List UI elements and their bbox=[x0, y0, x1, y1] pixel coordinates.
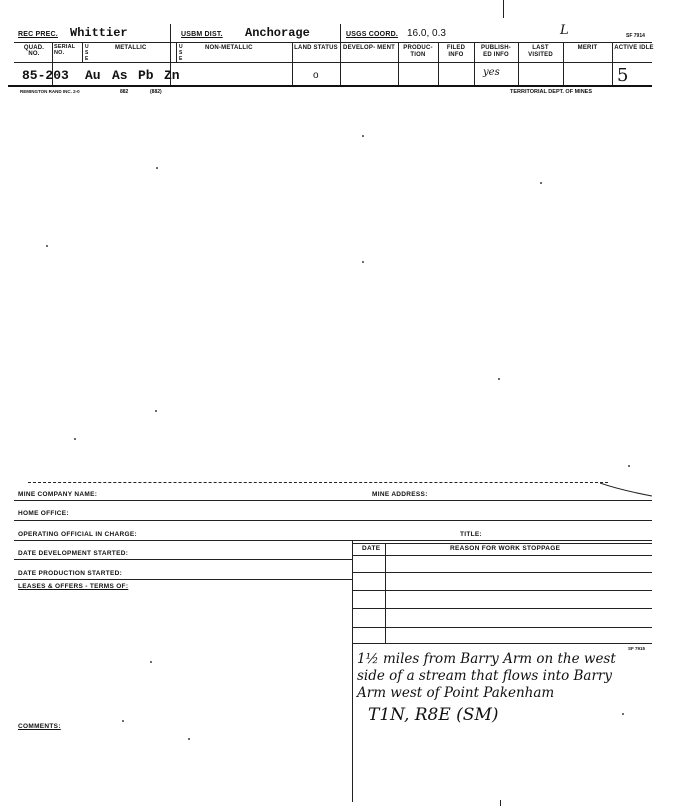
col-filed-info: FILED INFO bbox=[446, 45, 466, 58]
col-active-idle: ACTIVE IDLE bbox=[614, 45, 654, 51]
col-non-metallic: NON-METALLIC bbox=[205, 45, 253, 51]
speck bbox=[188, 738, 190, 740]
rule-official-double bbox=[352, 543, 652, 544]
date-production-label: DATE PRODUCTION STARTED: bbox=[18, 570, 123, 577]
div-use2 bbox=[176, 42, 177, 62]
title-label: TITLE: bbox=[460, 531, 483, 538]
div-use1 bbox=[82, 42, 83, 62]
reason-column-header: REASON FOR WORK STOPPAGE bbox=[450, 545, 561, 552]
rule-home-office bbox=[14, 520, 652, 521]
rule-stoppage-3 bbox=[352, 608, 652, 609]
div-header-1 bbox=[170, 24, 171, 43]
div-filed bbox=[474, 42, 475, 86]
comments-label: COMMENTS: bbox=[18, 723, 61, 730]
printer-code-1: 882 bbox=[120, 89, 129, 95]
speck bbox=[122, 720, 124, 722]
date-development-label: DATE DEVELOPMENT STARTED: bbox=[18, 550, 129, 557]
speck bbox=[150, 661, 152, 663]
rule-stoppage-4 bbox=[352, 627, 652, 628]
usgs-coord-value: 16.0, 0.3 bbox=[407, 28, 446, 39]
card-top-edge bbox=[28, 482, 608, 483]
usgs-coord-label: USGS COORD. bbox=[346, 31, 398, 38]
leases-offers-label: LEASES & OFFERS - TERMS OF: bbox=[18, 583, 129, 590]
rule-development bbox=[14, 559, 352, 560]
home-office-label: HOME OFFICE: bbox=[18, 510, 69, 517]
col-quad-no: QUAD. NO. bbox=[23, 45, 45, 57]
rule-company bbox=[14, 500, 652, 501]
div-land bbox=[340, 42, 341, 86]
column-label-rule bbox=[14, 62, 652, 63]
divider-vertical-main bbox=[352, 540, 353, 802]
col-last-visited: LAST VISITED bbox=[528, 45, 553, 58]
rule-stoppage-5 bbox=[352, 643, 652, 644]
col-land-status: LAND STATUS bbox=[294, 45, 338, 51]
land-status-value: o bbox=[313, 70, 319, 81]
div-nonmetallic bbox=[292, 42, 293, 86]
col-use-metallic: U S E bbox=[85, 44, 89, 62]
speck bbox=[622, 713, 624, 715]
rule-official bbox=[14, 540, 652, 541]
printer-imprint: REMINGTON RAND INC. 2-0 bbox=[20, 89, 80, 94]
rule-stoppage-2 bbox=[352, 590, 652, 591]
col-development: DEVELOP- MENT bbox=[343, 45, 395, 51]
divider-vertical-date bbox=[385, 543, 386, 643]
col-serial-no: SERIAL NO. bbox=[54, 44, 76, 56]
mine-address-label: MINE ADDRESS: bbox=[372, 491, 428, 498]
div-develop bbox=[398, 42, 399, 86]
div-last-visited bbox=[563, 42, 564, 86]
active-idle-value: 5 bbox=[617, 65, 629, 86]
published-info-value: yes bbox=[483, 67, 500, 78]
usbm-dist-value: Anchorage bbox=[245, 26, 310, 40]
div-merit bbox=[612, 42, 613, 86]
department-imprint: TERRITORIAL DEPT. OF MINES bbox=[510, 89, 592, 95]
rec-prec-value: Whittier bbox=[70, 26, 128, 40]
speck bbox=[156, 167, 158, 169]
speck bbox=[540, 182, 542, 184]
speck bbox=[362, 135, 364, 137]
note-line-2: side of a stream that flows into Barry bbox=[357, 668, 613, 684]
quad-serial-value: 85-203 bbox=[22, 68, 69, 83]
bottom-rule-top-card bbox=[8, 85, 652, 87]
div-published bbox=[518, 42, 519, 86]
col-metallic: METALLIC bbox=[115, 45, 147, 51]
card-corner-curve bbox=[600, 480, 660, 500]
form-number-bottom: SF 7915 bbox=[628, 646, 646, 651]
mine-company-name-label: MINE COMPANY NAME: bbox=[18, 491, 98, 498]
note-line-3: Arm west of Point Pakenham bbox=[357, 685, 555, 701]
rule-production bbox=[14, 579, 352, 580]
rule-stoppage-1 bbox=[352, 572, 652, 573]
rec-prec-label: REC PREC. bbox=[18, 31, 58, 38]
col-use-nonmetallic: U S E bbox=[179, 44, 183, 62]
rule-stoppage-header bbox=[352, 555, 652, 556]
metal-as: As bbox=[112, 68, 128, 83]
col-published-info: PUBLISH- ED INFO bbox=[481, 45, 511, 58]
col-merit: MERIT bbox=[577, 45, 598, 51]
metal-zn: Zn bbox=[164, 68, 180, 83]
speck bbox=[46, 245, 48, 247]
operating-official-label: OPERATING OFFICIAL IN CHARGE: bbox=[18, 531, 137, 538]
speck bbox=[155, 410, 157, 412]
note-line-1: 1½ miles from Barry Arm on the west bbox=[357, 651, 616, 667]
printer-code-2: (882) bbox=[150, 89, 162, 95]
date-column-header: DATE bbox=[362, 545, 381, 552]
speck bbox=[498, 378, 500, 380]
speck bbox=[74, 438, 76, 440]
handwritten-mark: L bbox=[560, 23, 569, 38]
div-production bbox=[438, 42, 439, 86]
div-header-2 bbox=[340, 24, 341, 43]
col-production: PRODUC- TION bbox=[403, 45, 433, 58]
metal-pb: Pb bbox=[138, 68, 154, 83]
form-number-top: SF 7914 bbox=[626, 33, 645, 39]
speck bbox=[362, 261, 364, 263]
note-line-4: T1N, R8E (SM) bbox=[368, 705, 499, 725]
header-rule bbox=[14, 42, 652, 43]
speck bbox=[628, 465, 630, 467]
metal-au: Au bbox=[85, 68, 101, 83]
usbm-dist-label: USBM DIST. bbox=[181, 31, 223, 38]
bottom-tick bbox=[500, 800, 501, 806]
top-tick-line bbox=[503, 0, 504, 18]
